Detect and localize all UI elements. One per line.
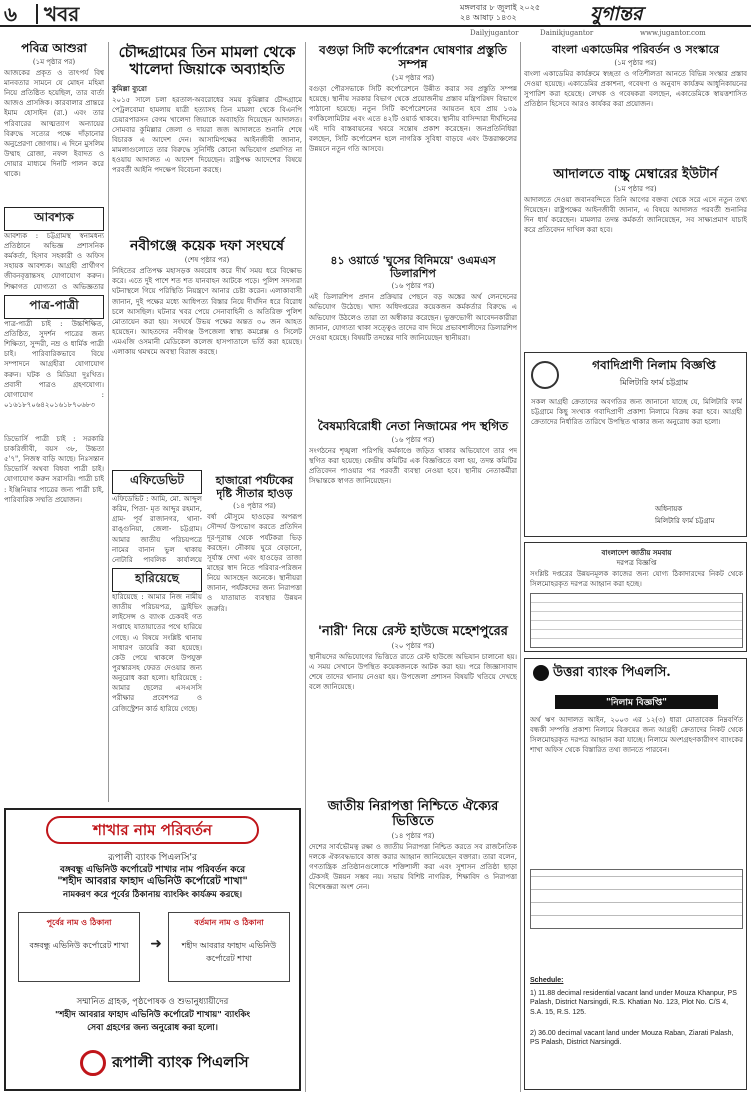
headline: নবীগঞ্জে কয়েক দফা সংঘর্ষে	[130, 238, 284, 254]
article-body: ২০১৫ সালে চলা হরতাল-অবরোধের সময় কুমিল্লার চৌদ্দগ্রামে পেট্রলবোমা হামলায় যাত্রী হত্যাসহ তিন মামলা থেকে বিএনপি চেয়ারপারসন বেগম খালেদা জিয়াকে অব্যাহতি দিয়েছেন আদালত। সোমবার কুমিল্লার জেলা ও দায়রা জজ আদালতে শুনানি শেষে বিচারক এ আদেশ দেন। আসামিপক্ষের আইনজীবী জানান, মামলাগুলোতে তার বিরুদ্ধে সুনির্দিষ্ট কোনো অভিযোগ প্রমাণিত না হওয়ায় আদালত এ আদেশ দিয়েছেন। রাষ্ট্রপক্ষ আদেশের বিষয়ে পরবর্তী আইনি পদক্ষেপ বিবেচনা করছে।	[112, 95, 302, 175]
classified-body: এফিডেভিট : আমি, মো. আব্দুল করিম, পিতা- মৃত আব্দুর রহমান, গ্রাম- পূর্ব রাজানগর, থানা- রাঙ্গুনিয়া, জেলা- চট্টগ্রাম। আমার জাতীয় পরিচয়পত্রে নামের বানান ভুল থাকায় নোটারি পাবলিক কার্যালয়ে	[112, 495, 202, 564]
ad-line: বঙ্গবন্ধু এভিনিউ কর্পোরেট শাখার নাম পরিবর্তন করে	[59, 865, 246, 875]
page-number: ৬	[4, 2, 18, 26]
headline: আদালতে বাচ্চু মেম্বারের ইউটার্ন	[553, 167, 718, 182]
headline: বৈষম্যবিরোধী নেতা নিজামের পদ স্থগিত	[317, 419, 509, 433]
kicker: (১৬ পৃষ্ঠার পর)	[391, 435, 435, 444]
social-links	[0, 28, 751, 40]
article-body: আদালতে দেওয়া জবানবন্দিতে তিনি আগের বক্তব্য থেকে সরে এসে নতুন তথ্য দিয়েছেন। রাষ্ট্রপক্ষের আইনজীবী জানান, এ বিষয়ে আদালত পরবর্তী শুনানির দিন ধার্য করেছেন। মামলার তদন্ত কর্মকর্তা জানিয়েছেন, সব সাক্ষ্যপ্রমাণ যাচাই করে প্রতিবেদন দাখিল করা হবে।	[524, 195, 747, 235]
divider	[36, 4, 38, 24]
left-column	[4, 42, 104, 589]
new-address-box	[168, 912, 290, 982]
article-body: এই ডিলারশিপ প্রদান প্রক্রিয়ার পেছনে বড় অঙ্কের অর্থ লেনদেনের অভিযোগ উঠেছে। খাদ্য অধিদপ্তরের কয়েকজন কর্মকর্তার বিরুদ্ধে এ অভিযোগ উঠলেও তারা তা অস্বীকার করেছেন। ভুক্তভোগী আবেদনকারীরা জানান, যোগ্যতা থাকা সত্ত্বেও তাদের বাদ দিয়ে প্রভাবশালীদের ডিলারশিপ দেওয়া হয়েছে। বিষয়টি তদন্তের দাবি জানিয়েছেন স্থানীয়রা।	[309, 293, 517, 342]
notice-body: অর্থ ঋণ আদালত আইন, ২০০৩ এর ১২(৩) ধারা মোতাবেক নিম্নবর্ণিত বন্ধকী সম্পত্তি প্রকাশ্য নিলামে বিক্রয়ের জন্য আগ্রহী ক্রেতাদের নিকট থেকে সিলমোহরকৃত দরপত্র আহ্বান করা যাচ্ছে। নিলামে অংশগ্রহণকারীগণ ব্যাংকের শাখা অফিস থেকে বিস্তারিত তথ্য জানতে পারবেন।	[530, 716, 743, 755]
schedule-title: Schedule:	[530, 977, 564, 984]
baishomma-story	[309, 420, 517, 621]
bogura-story	[309, 44, 517, 274]
headline: পবিত্র আশুরা	[21, 41, 87, 55]
kicker: (১ম পৃষ্ঠার পর)	[614, 58, 657, 67]
ad-footer: "শহীদ আবরার ফাহাদ এভিনিউ কর্পোরেট শাখায়" ব্যাংকিং	[54, 1010, 251, 1020]
classified-heading: এফিডেভিট	[112, 470, 202, 494]
article-body: দেশের সার্বভৌমত্ব রক্ষা ও জাতীয় নিরাপত্তা নিশ্চিত করতে সব রাজনৈতিক দলকে ঐক্যবদ্ধভাবে কাজ করার আহ্বান জানিয়েছেন বক্তারা। তারা বলেন, গণতান্ত্রিক প্রতিষ্ঠানগুলোকে শক্তিশালী করা এবং সুশাসন প্রতিষ্ঠা ছাড়া টেকসই উন্নয়ন সম্ভব নয়। সভায় বিশিষ্ট নাগরিক, শিক্ষাবিদ ও নিরাপত্তা বিশেষজ্ঞরা অংশ নেন।	[309, 842, 517, 892]
arrow-icon: ➜	[150, 936, 162, 952]
schedule-item: 2) 36.00 decimal vacant land under Mouza Raban, Ziarati Palash, PS Palash, District Narsingdi.	[530, 1030, 734, 1047]
page-header	[0, 0, 751, 27]
bank-logo-text: রূপালী ব্যাংক পিএলসি	[112, 1053, 249, 1071]
bank-logo-icon	[533, 665, 549, 681]
classified-body: পাত্র-পাত্রী চাই : উচ্চশিক্ষিত, প্রতিষ্ঠিত, সুদর্শন পাত্রের জন্য শিক্ষিতা, সুন্দরী, নম্র ও ধার্মিক পাত্রী চাই। পারিবারিকভাবে বিয়ে সম্পাদনে আগ্রহীরা যোগাযোগ করুন। ঘটক ও মিডিয়া দুঃখিত। প্রবাসী পাত্রও গ্রহণযোগ্য। যোগাযোগ : ০১৬১৮৭০৬৪২০১৬১৮৭০৬৮৩	[4, 319, 104, 409]
headline: বগুড়া সিটি কর্পোরেশন ঘোষণার প্রস্তুতি সম্পন্ন	[319, 43, 507, 71]
classified-heading: পাত্র-পাত্রী	[4, 295, 104, 319]
notice-body: সংশ্লিষ্ট দপ্তরের উন্নয়নমূলক কাজের জন্য যোগ্য ঠিকাদারদের নিকট থেকে সিলমোহরকৃত দরপত্র আহ্বান করা হচ্ছে।	[530, 570, 743, 589]
kicker: (১৬ পৃষ্ঠার পর)	[391, 282, 435, 291]
rupali-logo-icon	[80, 1050, 106, 1076]
bangla-story	[524, 44, 747, 169]
headline: চৌদ্দগ্রামের তিন মামলা থেকে খালেদা জিয়াকে অব্যাহতি	[118, 43, 296, 79]
ad-line: "শহীদ আবরার ফাহাদ এভিনিউ কর্পোরেট শাখা"	[57, 876, 248, 887]
headline: 'নারী' নিয়ে রেস্ট হাউজে মহেশপুরের	[318, 624, 508, 639]
auction-table	[530, 869, 743, 929]
social-handle[interactable]: Dainikjugantor	[540, 29, 594, 37]
article-body: বর্ষা মৌসুমে হাওড়ের অপরূপ সৌন্দর্য উপভোগ করতে প্রতিদিন দূর-দূরান্ত থেকে পর্যটকরা ভিড় করছেন। নৌকায় ঘুরে বেড়ানো, সূর্যাস্ত দেখা এবং হাওড়ের তাজা মাছের স্বাদ নিতে পরিবার-পরিজন নিয়ে আসছেন অনেকে। স্থানীয়রা জানান, পর্যটকদের জন্য নিরাপত্তা ও যাতায়াত ব্যবস্থার উন্নয়ন জরুরি।	[207, 513, 302, 613]
notice-title: বাংলাদেশ জাতীয় সমবায়	[601, 548, 672, 557]
schedule-item: 1) 11.88 decimal residential vacant land under Mouza Khanpur, PS Palash, District Narsingdi, R.S. Khatian No. 123, Plot No. C/S 4, S.A. 15, R.S. 125.	[530, 990, 737, 1016]
nabiganj-story	[112, 238, 302, 471]
kicker: (১ম পৃষ্ঠার পর)	[391, 73, 435, 82]
bank-name: উত্তরা ব্যাংক পিএলসি.	[553, 665, 671, 680]
notice-title: গবাদিপ্রাণী নিলাম বিজ্ঞপ্তি	[592, 358, 716, 372]
classified-heading: হারিয়েছে	[112, 568, 202, 592]
article-body: নিহিতের প্রতিপক্ষ মহাসড়ক অবরোধ করে দীর্ঘ সময় ধরে বিক্ষোভ করে। এতে দুই পাশে শত শত যানবাহন আটকে পড়ে। পুলিশ সদস্যরা ঘটনাস্থলে গিয়ে পরিস্থিতি নিয়ন্ত্রণে আনার চেষ্টা করেন। এলাকাবাসী জানান, দুই পক্ষের মধ্যে আধিপত্য বিস্তার নিয়ে দীর্ঘদিন ধরে বিরোধ চলে আসছিল। ঘটনার খবর পেয়ে সেনাবাহিনী ও অতিরিক্ত পুলিশ মোতায়েন করা হয়। সংঘর্ষে উভয় পক্ষের অন্তত ৩০ জন আহত হয়েছেন। আহতদের নবীগঞ্জ উপজেলা স্বাস্থ্য কমপ্লেক্স ও সিলেট এমএজি ওসমানী মেডিকেল কলেজ হাসপাতালে ভর্তি করা হয়েছে। এলাকায় থমথমে অবস্থা বিরাজ করছে।	[112, 267, 302, 357]
kicker: (১ম পৃষ্ঠার পর)	[32, 57, 76, 66]
article-body: স্থানীয়দের অভিযোগের ভিত্তিতে রাতে রেস্ট হাউজে অভিযান চালানো হয়। এ সময় সেখানে উপস্থিত কয়েকজনকে আটক করা হয়। পরে জিজ্ঞাসাবাদ শেষে তাদের থানায় নেওয়া হয়। উপজেলা প্রশাসন বিষয়টি খতিয়ে দেখছে বলে জানিয়েছে।	[309, 652, 517, 692]
ad-line: রূপালী ব্যাংক পিএলসি'র	[108, 853, 197, 863]
notice-label: "নিলাম বিজ্ঞপ্তি"	[555, 695, 718, 709]
article-body: সংগঠনের শৃঙ্খলা পরিপন্থি কর্মকাণ্ডে জড়িত থাকার অভিযোগে তার পদ স্থগিত করা হয়েছে। কেন্দ্রীয় কমিটির এক বিজ্ঞপ্তিতে বলা হয়, তদন্ত কমিটির প্রতিবেদন পাওয়ার পর পরবর্তী ব্যবস্থা নেওয়া হবে। স্থানীয় নেতাকর্মীরা সিদ্ধান্তকে স্বাগত জানিয়েছেন।	[309, 446, 517, 486]
website-link[interactable]: www.jugantor.com	[640, 29, 706, 37]
notice-subtitle: দরপত্র বিজ্ঞপ্তি	[616, 559, 657, 567]
article-body: আজকের প্রকৃত ও তাৎপর্য বিশ্ব মানবতার সামনে যে মোহন মহিমা নিয়ে প্রতিষ্ঠিত হয়েছিল, তার বার্তা আজও প্রাসঙ্গিক। কারবালার প্রান্তরে ইমাম হোসাইন (রা.) এবং তার পরিবারের আত্মত্যাগ অন্যায়ের বিরুদ্ধে সত্যের পক্ষে দাঁড়ানোর অনুপ্রেরণা জোগায়। এ দিনে মুসলিম উম্মাহ রোজা, নফল ইবাদত ও দোয়ার মাধ্যমে দিনটি পালন করে থাকে।	[4, 68, 104, 179]
date-bangla: ২৪ আষাঢ় ১৪৩২	[460, 13, 517, 22]
ward41-story	[309, 255, 517, 432]
kicker: (১৪ পৃষ্ঠার পর)	[391, 831, 435, 840]
old-address-label: পূর্বের নাম ও ঠিকানা	[46, 917, 112, 927]
date-gregorian: মঙ্গলবার ৮ জুলাই ২০২৫	[460, 3, 541, 12]
social-handle[interactable]: Dailyjugantor	[470, 29, 519, 37]
new-address-label: বর্তমান নাম ও ঠিকানা	[194, 917, 264, 927]
tender-notice	[524, 542, 747, 652]
headline: ৪১ ওয়ার্ডে 'ঘুসের বিনিময়ে' ওএমএস ডিলারশিপ	[330, 254, 496, 280]
notice-body: সকল আগ্রহী ক্রেতাদের অবগতির জন্য জানানো যাচ্ছে যে, মিলিটারি ফার্ম চট্টগ্রামে কিছু সংখ্যক গবাদিপ্রাণী প্রকাশ্য নিলামে বিক্রয় করা হবে। আগ্রহী ক্রেতাদের নির্ধারিত তারিখে উপস্থিত থাকার জন্য অনুরোধ করা হলো।	[531, 398, 742, 427]
section-title: খবর	[44, 2, 80, 26]
kicker: (২০ পৃষ্ঠার পর)	[391, 641, 435, 650]
jatiya-story	[309, 800, 517, 1094]
old-address-box	[18, 912, 140, 982]
emblem-icon	[531, 361, 559, 389]
classified-body: ডিভোর্সি পাত্রী চাই : সরকারি চাকরিজীবী, বয়স ৩৮, উচ্চতা ৫'৭", নিজস্ব বাড়ি আছে। নিঃসন্তান ডিভোর্সি অথবা বিধবা পাত্রী চাই। যোগাযোগ করুন সরাসরি। পাত্রী চাই : ইঞ্জিনিয়ার পাত্রের জন্য পাত্রী চাই, পারিবারিক সম্মতি প্রয়োজন।	[4, 434, 104, 504]
classified-body: আবশ্যক : চট্টগ্রামস্থ স্বনামধন্য প্রতিষ্ঠানে অভিজ্ঞ প্রশাসনিক কর্মকর্তা, হিসাব সহকারী ও অফিস সহায়ক আবশ্যক। আগ্রহী প্রার্থীগণ জীবনবৃত্তান্তসহ যোগাযোগ করুন। শিক্ষাগত যোগ্যতা ও অভিজ্ঞতার	[4, 231, 104, 291]
affidavit-column	[112, 470, 202, 762]
kicker: (১৪ পৃষ্ঠার পর)	[233, 502, 276, 511]
new-address-value: শহীদ আবরার ফাহাদ এভিনিউ কর্পোরেট শাখা	[181, 941, 277, 963]
tender-table	[530, 593, 743, 648]
article-body: বগুড়া পৌরসভাকে সিটি কর্পোরেশনে উন্নীত করার সব প্রস্তুতি সম্পন্ন হয়েছে। স্থানীয় সরকার বিভাগ থেকে প্রয়োজনীয় প্রস্তাব মন্ত্রিপরিষদ বিভাগে পাঠানো হয়েছে। নতুন সিটি কর্পোরেশনের আয়তন হবে প্রায় ১৩৯ বর্গকিলোমিটার এবং এতে ৪২টি ওয়ার্ড থাকবে। স্থানীয় বাসিন্দারা দীর্ঘদিনের এই দাবি বাস্তবায়নের খবরে সন্তোষ প্রকাশ করেছেন। জনপ্রতিনিধিরা বলছেন, সিটি কর্পোরেশন হলে নাগরিক সুবিধা বাড়বে এবং উত্তরাঞ্চলের উন্নয়নে নতুন গতি আসবে।	[309, 84, 517, 154]
auction-notice	[524, 352, 747, 537]
kicker: (শেষ পৃষ্ঠার পর)	[184, 256, 230, 265]
rupali-bank-ad	[4, 808, 301, 1091]
khaleda-story	[112, 44, 302, 185]
classified-body: হারিয়েছে : আমার নিজ নামীয় জাতীয় পরিচয়পত্র, ড্রাইভিং লাইসেন্স ও ব্যাংক চেকবই গত সপ্তাহে যাতায়াতের পথে হারিয়ে গেছে। এ বিষয়ে সংশ্লিষ্ট থানায় সাধারণ ডায়েরি করা হয়েছে। কেউ পেয়ে থাকলে উপযুক্ত পুরস্কারসহ ফেরত দেওয়ার জন্য অনুরোধ করা হলো। হারিয়েছে : আমার ছেলের এসএসসি পরীক্ষার প্রবেশপত্র ও রেজিস্ট্রেশন কার্ড হারিয়ে গেছে।	[112, 593, 202, 713]
ad-line: নামকরণ করে পূর্বের ঠিকানায় ব্যাংকিং কার্যক্রম করছে।	[62, 890, 243, 900]
notice-subtitle: মিলিটারি ফার্ম চট্টগ্রাম	[619, 378, 689, 387]
byline: কুমিল্লা ব্যুরো	[112, 83, 147, 93]
classified-heading: আবশ্যক	[4, 207, 104, 231]
newspaper-logo: যুগান্তর	[590, 3, 643, 25]
kicker: (১ম পৃষ্ঠার পর)	[614, 184, 657, 193]
ad-footer: সম্মানিত গ্রাহক, পৃষ্ঠপোষক ও শুভানুধ্যায়ীদের	[76, 997, 229, 1007]
ad-footer: সেবা গ্রহণের জন্য অনুরোধ করা হলো।	[87, 1023, 218, 1033]
court-story	[524, 168, 747, 345]
bank-auction-notice	[524, 658, 747, 1090]
headline: বাংলা একাডেমির পরিবর্তন ও সংস্কারে	[551, 43, 720, 56]
signatory: অধিনায়ক	[655, 505, 683, 513]
headline: জাতীয় নিরাপত্তা নিশ্চিতে ঐক্যের ভিত্তিতে	[327, 799, 499, 829]
signatory-office: মিলিটারি ফার্ম চট্টগ্রাম	[655, 517, 715, 525]
article-body: বাংলা একাডেমির কার্যক্রমে স্বচ্ছতা ও গতিশীলতা আনতে বিভিন্ন সংস্কার প্রস্তাব দেওয়া হয়েছে। একাডেমির প্রকাশনা, গবেষণা ও অনুবাদ কার্যক্রম আধুনিকায়নের সুপারিশ করা হয়েছে। লেখক ও গবেষকরা বলছেন, একাডেমিকে স্বায়ত্তশাসিত প্রতিষ্ঠান হিসেবে আরও কার্যকর করা প্রয়োজন।	[524, 69, 747, 109]
ad-title: শাখার নাম পরিবর্তন	[46, 816, 259, 844]
hazaro-story	[207, 475, 302, 772]
nari-story	[309, 625, 517, 792]
old-address-value: বঙ্গবন্ধু এভিনিউ কর্পোরেট শাখা	[29, 941, 129, 950]
headline: হাজারো পর্যটকের দৃষ্টি সীতার হাওড়	[215, 474, 294, 500]
